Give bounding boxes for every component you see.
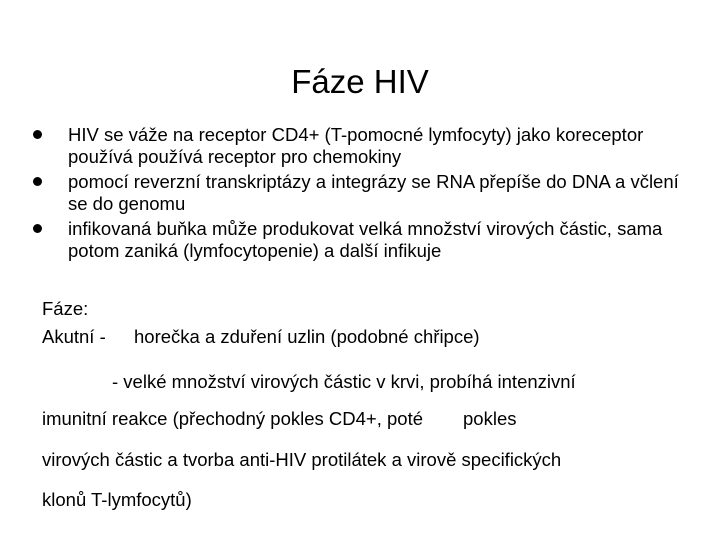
phases-heading: Fáze: (42, 298, 89, 319)
bullet-item (30, 124, 690, 168)
bullet-item (30, 218, 690, 262)
bullet-dot-icon (33, 177, 42, 186)
slide-title: Fáze HIV (291, 63, 429, 101)
phases-section (42, 298, 702, 348)
bullet-dot-icon (33, 224, 42, 233)
acute-detail-line-4: klonů T-lymfocytů) (42, 489, 192, 510)
acute-phase-row (42, 326, 702, 348)
bullet-text: HIV se váže na receptor CD4+ (T-pomocné lymfocyty) jako koreceptor používá používá receptor pro chemokiny (68, 124, 644, 167)
bullet-item (30, 171, 690, 215)
acute-detail-line-3: virových částic a tvorba anti-HIV protilátek a virově specifických (42, 449, 562, 470)
acute-detail-line-2-start: imunitní reakce (přechodný pokles CD4+, poté (42, 408, 423, 429)
bullet-text: infikovaná buňka může produkovat velká množství virových částic, sama potom zaniká (lymfocytopenie) a další infikuje (68, 218, 663, 261)
acute-detail-line-2 (42, 408, 516, 430)
bullet-dot-icon (33, 130, 42, 139)
acute-detail-line-2-end: pokles (463, 408, 517, 429)
acute-phase-text: horečka a zduření uzlin (podobné chřipce) (134, 326, 480, 347)
acute-phase-label: Akutní - (42, 326, 106, 347)
bullet-text: pomocí reverzní transkriptázy a integrázy se RNA přepíše do DNA a včlení se do genomu (68, 171, 679, 214)
acute-detail-line-1: - velké množství virových částic v krvi, probíhá intenzivní (112, 371, 576, 392)
bullet-list (30, 124, 690, 265)
